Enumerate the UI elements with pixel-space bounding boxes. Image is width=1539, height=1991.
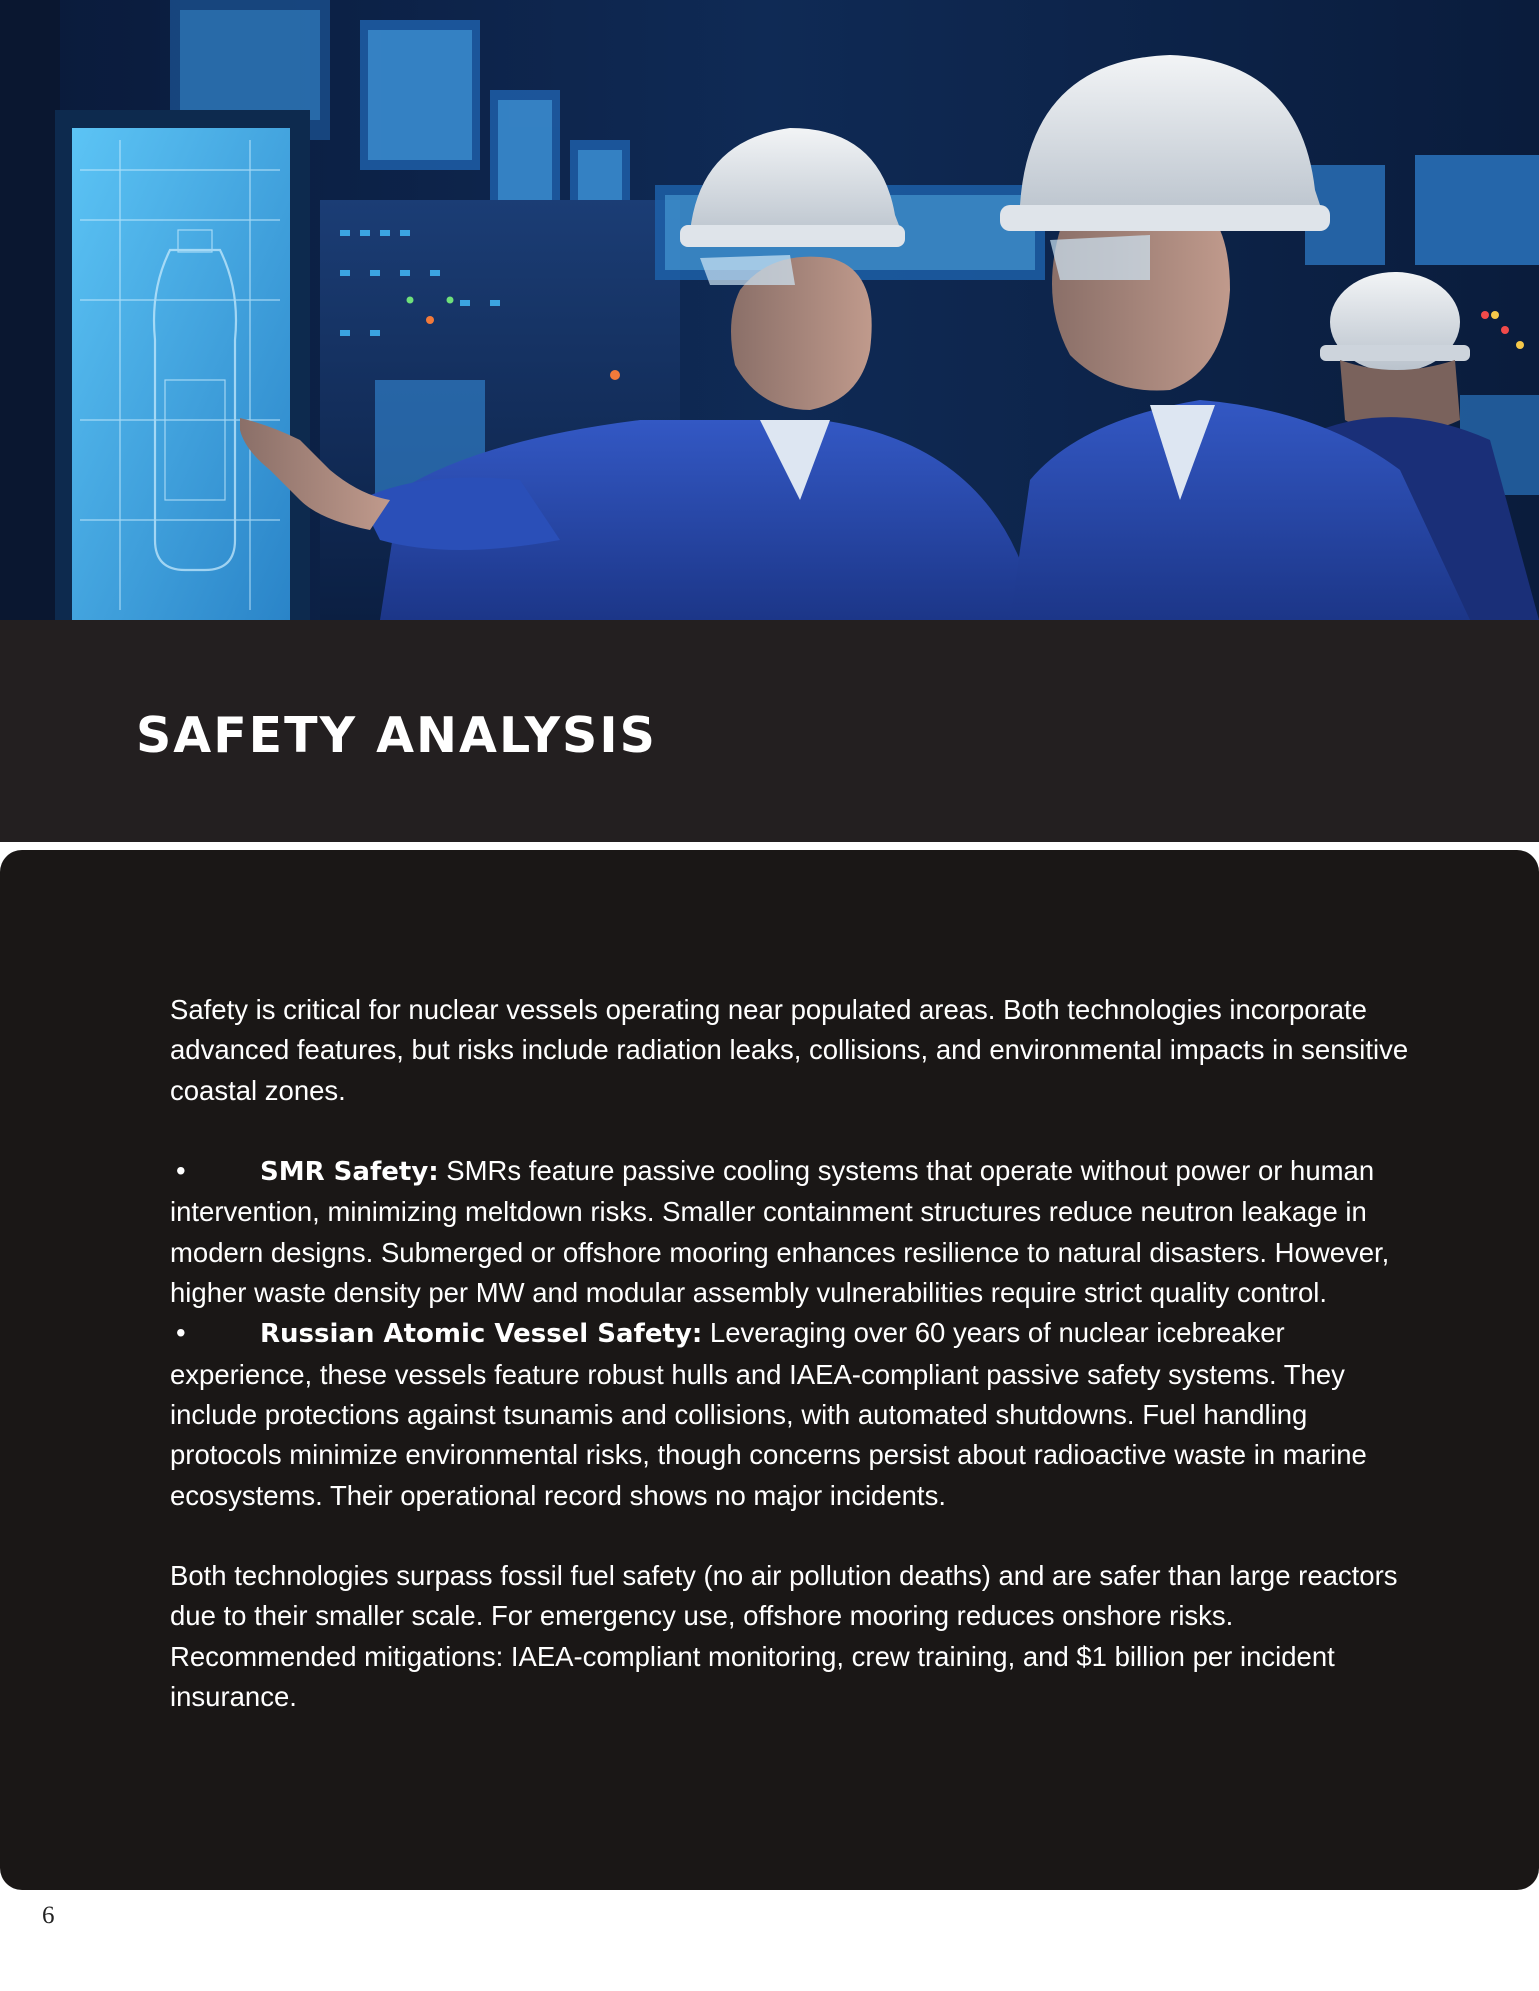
page-number: 6 [42,1902,55,1929]
bullet-title: Russian Atomic Vessel Safety: [260,1319,703,1350]
bullet-text: SMRs feature passive cooling systems that operate without power or human intervention, minimizing meltdown risks. Smaller containment structures reduce neutron leakage in modern designs. Submerged or offshore mooring enhances resilience to natural disasters. However, higher waste density per MW and modular assembly vulnerabilities require strict quality control. [170,1155,1390,1309]
bullet-marker: • [176,1155,186,1187]
bullet-russian-vessel-safety [170,1313,1420,1515]
page-title: SAFETY ANALYSIS [136,707,657,764]
hero-image [0,0,1539,620]
bullet-title: SMR Safety: [260,1157,439,1188]
conclusion-paragraph: Both technologies surpass fossil fuel safety (no air pollution deaths) and are safer than large reactors due to their smaller scale. For emergency use, offshore mooring reduces onshore risks. Recommended mitigations: IAEA-compliant monitoring, crew training, and $1 billion per incident insurance. [170,1560,1398,1713]
paragraph-gap [170,1111,1420,1151]
control-room-engineers-illustration [0,0,1539,620]
paragraph-gap [170,1516,1420,1556]
bullet-marker: • [176,1317,186,1349]
content-body [170,990,1420,1717]
bullet-text: Leveraging over 60 years of nuclear icebreaker experience, these vessels feature robust hulls and IAEA-compliant passive safety systems. They include protections against tsunamis and collisions, with automated shutdowns. Fuel handling protocols minimize environmental risks, though concerns persist about radioactive waste in marine ecosystems. Their operational record shows no major incidents. [170,1317,1367,1511]
bullet-smr-safety [170,1151,1420,1313]
intro-paragraph: Safety is critical for nuclear vessels operating near populated areas. Both technologies incorporate advanced features, but risks include radiation leaks, collisions, and environmental impacts in sensitive coastal zones. [170,994,1409,1106]
